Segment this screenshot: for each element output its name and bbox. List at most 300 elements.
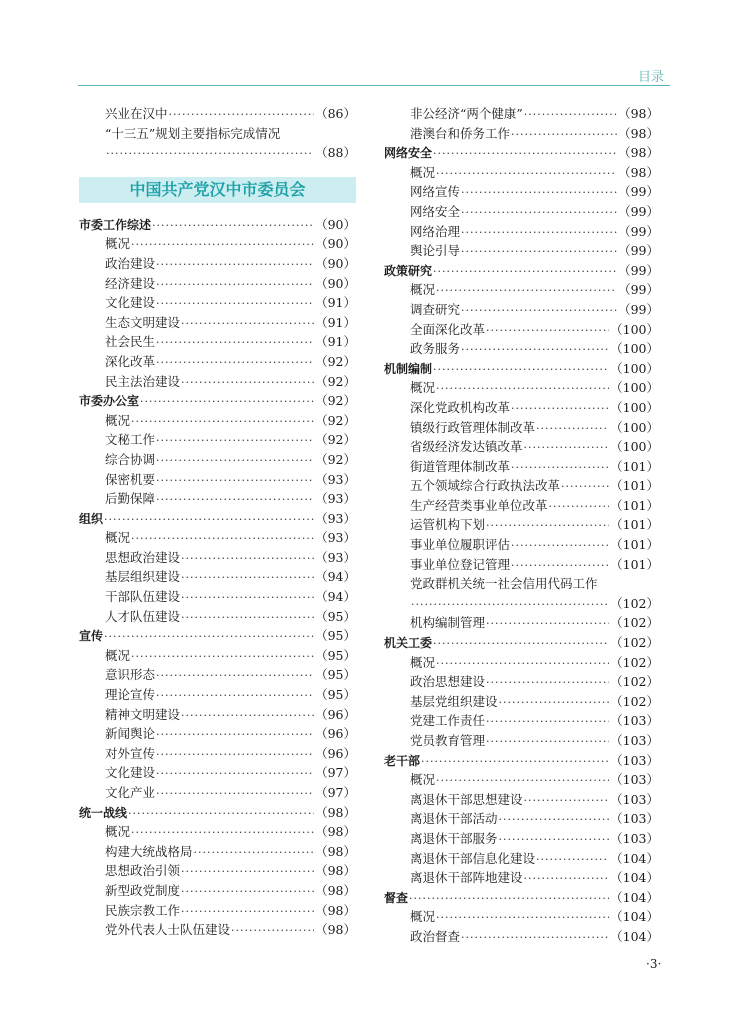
toc-entry[interactable]	[384, 849, 659, 869]
dot-leader	[156, 353, 314, 373]
toc-entry[interactable]	[79, 665, 356, 685]
dot-leader	[156, 725, 314, 745]
toc-page-number: （96）	[315, 726, 356, 742]
dot-leader	[499, 810, 610, 830]
toc-section-heading[interactable]	[384, 261, 659, 281]
dot-leader	[511, 458, 609, 478]
toc-entry[interactable]	[79, 274, 356, 294]
dot-leader	[486, 321, 609, 341]
toc-entry-title: 概况	[410, 282, 436, 298]
toc-page-number: （99）	[618, 203, 659, 219]
dot-leader	[461, 242, 617, 262]
toc-page-number: （86）	[315, 106, 356, 121]
dot-leader	[156, 745, 314, 765]
toc-entry[interactable]	[79, 548, 356, 568]
toc-entry-title: 深化党政机构改革	[410, 399, 511, 415]
toc-entry-title: 综合协调	[105, 451, 156, 467]
toc-page-number: （94）	[315, 589, 356, 605]
toc-entry-title: 概况	[105, 412, 131, 428]
toc-entry[interactable]	[79, 763, 356, 783]
dot-leader	[104, 510, 314, 530]
toc-entry[interactable]	[384, 163, 659, 183]
dot-leader	[231, 921, 314, 941]
toc-page-number: （101）	[610, 497, 659, 513]
toc-entry-title: 概况	[410, 164, 436, 180]
toc-page-number: （91）	[315, 314, 356, 330]
dot-leader	[461, 301, 617, 321]
toc-entry[interactable]	[79, 861, 356, 881]
toc-page-number: （103）	[610, 713, 659, 729]
dot-leader	[433, 144, 617, 164]
toc-entry-title: 兴业在汉中	[105, 106, 168, 121]
toc-page-number: （95）	[315, 628, 356, 644]
page-number: ·3·	[646, 957, 662, 971]
toc-entry-title: 事业单位履职评估	[410, 537, 511, 553]
toc-entry[interactable]	[79, 254, 356, 274]
toc-entry[interactable]	[79, 528, 356, 548]
toc-page-number: （93）	[315, 510, 356, 526]
toc-entry-title: 运管机构下划	[410, 517, 486, 533]
toc-entry[interactable]	[384, 280, 659, 300]
toc-section-heading[interactable]	[79, 215, 356, 235]
toc-entry-title: 精神文明建设	[105, 706, 181, 722]
dot-leader	[461, 340, 609, 360]
toc-entry[interactable]	[79, 124, 356, 144]
dot-leader	[131, 647, 314, 667]
toc-entry-title: 概况	[105, 530, 131, 546]
toc-page-number: （98）	[315, 902, 356, 918]
toc-page-number: （93）	[315, 530, 356, 546]
dot-leader	[156, 431, 314, 451]
dot-leader	[433, 360, 609, 380]
toc-section-heading[interactable]	[79, 626, 356, 646]
toc-page-number: （101）	[610, 537, 659, 553]
dot-leader	[486, 673, 609, 693]
toc-section-heading[interactable]	[384, 143, 659, 163]
dot-leader	[128, 804, 314, 824]
toc-entry[interactable]	[79, 104, 356, 124]
dot-leader	[181, 608, 314, 628]
toc-entry[interactable]	[384, 574, 659, 594]
dot-leader	[436, 908, 609, 928]
toc-entry-title: 概况	[410, 772, 436, 788]
toc-page-number: （95）	[315, 667, 356, 683]
dot-leader	[461, 183, 617, 203]
toc-section-heading[interactable]	[384, 359, 659, 379]
dot-leader	[140, 392, 314, 412]
toc-page-number: （103）	[610, 811, 659, 827]
toc-entry-title: 离退休干部阵地建设	[410, 870, 523, 886]
toc-entry-title: 文化建设	[105, 295, 156, 311]
toc-entry-title: 离退休干部活动	[410, 811, 498, 827]
toc-entry-title: 理论宣传	[105, 687, 156, 703]
toc-entry-title: 五个领域综合行政执法改革	[410, 478, 561, 494]
toc-entry-title: 统一战线	[79, 805, 128, 820]
toc-page-number: （91）	[315, 334, 356, 350]
toc-page-number: （90）	[315, 216, 356, 232]
toc-entry[interactable]	[79, 607, 356, 627]
toc-entry[interactable]	[79, 705, 356, 725]
toc-list-left	[79, 215, 356, 940]
toc-page-number: （93）	[315, 491, 356, 507]
toc-entry-title: 民主法治建设	[105, 373, 181, 389]
toc-page-number: （100）	[610, 321, 659, 337]
toc-entry-title: 概况	[410, 909, 436, 925]
toc-page-number: （102）	[610, 674, 659, 690]
toc-page-number: （98）	[618, 125, 659, 141]
toc-entry[interactable]	[384, 809, 659, 829]
toc-entry[interactable]	[384, 320, 659, 340]
toc-page-number: （92）	[315, 353, 356, 369]
toc-entry[interactable]	[384, 241, 659, 261]
toc-entry[interactable]	[384, 222, 659, 242]
dot-leader	[511, 556, 609, 576]
dot-leader	[156, 686, 314, 706]
dot-leader	[411, 595, 609, 615]
toc-page-number: （100）	[610, 341, 659, 357]
toc-entry-title: 党外代表人士队伍建设	[105, 922, 231, 938]
dot-leader	[524, 105, 617, 125]
toc-entry-title: 镇级行政管理体制改革	[410, 419, 536, 435]
toc-section-heading[interactable]	[384, 751, 659, 771]
toc-entry-title: 后勤保障	[105, 491, 156, 507]
toc-page-number: （95）	[315, 687, 356, 703]
header-divider	[78, 85, 670, 86]
toc-column-right	[384, 104, 659, 947]
dot-leader	[156, 666, 314, 686]
dot-leader	[524, 869, 610, 889]
toc-page-number: （100）	[610, 380, 659, 396]
toc-page-number: （104）	[610, 928, 659, 944]
dot-leader	[536, 850, 609, 870]
dot-leader	[486, 516, 609, 536]
dot-leader	[181, 568, 314, 588]
toc-entry[interactable]	[384, 182, 659, 202]
toc-section-heading[interactable]	[79, 803, 356, 823]
toc-entry-title: 舆论引导	[410, 243, 461, 259]
toc-page-number: （93）	[315, 549, 356, 565]
toc-continued-entries	[79, 104, 356, 163]
toc-entry[interactable]	[79, 567, 356, 587]
dot-leader	[156, 255, 314, 275]
toc-entry[interactable]	[79, 313, 356, 333]
toc-entry-title: 文化产业	[105, 785, 156, 800]
toc-page-number: （88）	[315, 145, 356, 161]
toc-entry-title: “十三五”规划主要指标完成情况	[105, 125, 281, 141]
toc-entry[interactable]	[79, 352, 356, 372]
toc-entry-title: 离退休干部信息化建设	[410, 850, 536, 866]
toc-entry[interactable]	[384, 594, 659, 614]
toc-entry[interactable]	[79, 724, 356, 744]
toc-page-number: （99）	[618, 301, 659, 317]
toc-page-number: （96）	[315, 745, 356, 761]
toc-page-number: （104）	[610, 850, 659, 866]
toc-entry[interactable]	[79, 143, 356, 163]
toc-entry[interactable]	[384, 692, 659, 712]
dot-leader	[511, 125, 617, 145]
toc-entry[interactable]	[79, 470, 356, 490]
toc-page-number: （94）	[315, 569, 356, 585]
toc-page-number: （100）	[610, 419, 659, 435]
dot-leader	[156, 490, 314, 510]
dot-leader	[181, 882, 314, 902]
toc-entry[interactable]	[384, 437, 659, 457]
toc-entry[interactable]	[384, 496, 659, 516]
dot-leader	[536, 419, 609, 439]
toc-entry[interactable]	[79, 332, 356, 352]
toc-entry-title: 社会民生	[105, 334, 156, 350]
toc-page-number: （92）	[315, 451, 356, 467]
dot-leader	[181, 549, 314, 569]
toc-entry-title: 离退休干部思想建设	[410, 791, 523, 807]
toc-entry-title: 政治建设	[105, 255, 156, 271]
toc-entry[interactable]	[79, 293, 356, 313]
toc-entry-title: 宣传	[79, 629, 104, 644]
toc-page-number: （102）	[610, 635, 659, 651]
toc-entry-title: 文化建设	[105, 765, 156, 781]
toc-page-number: （98）	[315, 863, 356, 879]
toc-page-number: （103）	[610, 791, 659, 807]
toc-entry[interactable]	[384, 829, 659, 849]
toc-entry[interactable]	[384, 535, 659, 555]
toc-page-number: （101）	[610, 478, 659, 494]
toc-entry-title: 组织	[79, 511, 104, 526]
toc-page-number: （98）	[315, 824, 356, 840]
dot-leader	[131, 412, 314, 432]
dot-leader	[131, 235, 314, 255]
dot-leader	[156, 275, 314, 295]
toc-entry[interactable]	[384, 770, 659, 790]
toc-entry-title: 构建大统战格局	[105, 843, 193, 859]
dot-leader	[486, 732, 609, 752]
toc-entry-title: 概况	[105, 647, 131, 663]
dot-leader	[461, 928, 609, 948]
dot-leader	[156, 764, 314, 784]
dot-leader	[549, 497, 610, 517]
toc-entry-title: 督查	[384, 890, 409, 905]
toc-page-number: （103）	[610, 830, 659, 846]
toc-page-number: （102）	[610, 615, 659, 631]
toc-entry-title: 网络治理	[410, 223, 461, 239]
toc-entry[interactable]	[384, 790, 659, 810]
dot-leader	[421, 752, 609, 772]
toc-entry[interactable]	[384, 104, 659, 124]
toc-page-number: （90）	[315, 236, 356, 252]
toc-entry[interactable]	[384, 418, 659, 438]
toc-entry-title: 保密机要	[105, 471, 156, 487]
toc-entry-title: 全面深化改革	[410, 321, 486, 337]
toc-page-number: （98）	[618, 106, 659, 121]
toc-page-number: （98）	[315, 804, 356, 820]
toc-entry[interactable]	[79, 822, 356, 842]
toc-entry[interactable]	[79, 450, 356, 470]
dot-leader	[511, 536, 609, 556]
dot-leader	[156, 451, 314, 471]
dot-leader	[511, 399, 609, 419]
toc-entry-title: 概况	[105, 824, 131, 840]
toc-entry[interactable]	[79, 234, 356, 254]
dot-leader	[156, 333, 314, 353]
toc-entry[interactable]	[384, 457, 659, 477]
toc-entry-title: 党员教育管理	[410, 733, 486, 748]
toc-page-number: （90）	[315, 275, 356, 291]
toc-entry[interactable]	[79, 587, 356, 607]
toc-entry[interactable]	[384, 907, 659, 927]
toc-entry[interactable]	[79, 685, 356, 705]
toc-entry-title: 机关工委	[384, 636, 433, 651]
toc-page-number: （96）	[315, 706, 356, 722]
toc-entry-title: 意识形态	[105, 667, 156, 683]
toc-page-number: （104）	[610, 889, 659, 905]
toc-entry[interactable]	[384, 731, 659, 751]
toc-entry-title: 机构编制管理	[410, 615, 486, 631]
toc-entry-title: 文秘工作	[105, 432, 156, 448]
dot-leader	[436, 654, 609, 674]
toc-page-number: （97）	[315, 785, 356, 800]
toc-entry-title: 港澳台和侨务工作	[410, 125, 511, 141]
dot-leader	[131, 529, 314, 549]
toc-page-number: （102）	[610, 654, 659, 670]
toc-entry-title: 民族宗教工作	[105, 902, 181, 918]
dot-leader	[169, 105, 315, 125]
toc-page-number: （103）	[610, 772, 659, 788]
toc-page-number: （90）	[315, 255, 356, 271]
toc-page-number: （99）	[618, 243, 659, 259]
dot-leader	[461, 203, 617, 223]
dot-leader	[181, 588, 314, 608]
toc-entry[interactable]	[79, 489, 356, 509]
toc-entry-title: 生态文明建设	[105, 314, 181, 330]
toc-page-number: （100）	[610, 439, 659, 455]
toc-entry[interactable]	[384, 378, 659, 398]
toc-entry-title: 机制编制	[384, 361, 433, 376]
toc-entry-title: 思想政治建设	[105, 549, 181, 565]
dot-leader	[524, 438, 610, 458]
toc-entry-title: 离退休干部服务	[410, 830, 498, 846]
toc-page-number: （102）	[610, 693, 659, 709]
dot-leader	[156, 784, 314, 804]
toc-entry-title: 事业单位登记管理	[410, 556, 511, 572]
toc-page-number: （98）	[315, 843, 356, 859]
toc-entry-title: 网络宣传	[410, 184, 461, 200]
dot-leader	[181, 314, 314, 334]
toc-entry[interactable]	[384, 555, 659, 575]
toc-entry[interactable]	[384, 927, 659, 947]
toc-page-number: （92）	[315, 393, 356, 409]
dot-leader	[156, 294, 314, 314]
toc-page-number: （100）	[610, 360, 659, 376]
dot-leader	[152, 216, 314, 236]
dot-leader	[436, 379, 609, 399]
dot-leader	[436, 164, 617, 184]
toc-entry-title: 政治督查	[410, 928, 461, 944]
toc-page-number: （101）	[610, 517, 659, 533]
toc-entry[interactable]	[384, 613, 659, 633]
toc-entry-title: 人才队伍建设	[105, 608, 181, 624]
dot-leader	[461, 223, 617, 243]
dot-leader	[106, 144, 314, 164]
toc-page-number: （103）	[610, 752, 659, 768]
toc-entry[interactable]	[384, 653, 659, 673]
toc-section-heading[interactable]	[384, 888, 659, 908]
toc-page-number: （101）	[610, 458, 659, 474]
toc-page-number: （98）	[618, 164, 659, 180]
toc-entry[interactable]	[79, 646, 356, 666]
toc-entry[interactable]	[384, 672, 659, 692]
toc-entry-title: 省级经济发达镇改革	[410, 439, 523, 455]
toc-entry-title: 政务服务	[410, 341, 461, 357]
toc-entry[interactable]	[384, 868, 659, 888]
toc-entry[interactable]	[79, 372, 356, 392]
dot-leader	[524, 791, 610, 811]
toc-entry[interactable]	[79, 842, 356, 862]
toc-page-number: （95）	[315, 608, 356, 624]
dot-leader	[486, 614, 609, 634]
toc-entry-title: 党政群机关统一社会信用代码工作	[410, 576, 598, 592]
toc-entry-title: 对外宣传	[105, 745, 156, 761]
toc-page-number: （102）	[610, 595, 659, 611]
toc-entry-title: 老干部	[384, 753, 421, 768]
dot-leader	[436, 771, 609, 791]
toc-page-number: （99）	[618, 282, 659, 298]
toc-entry-title: 基层组织建设	[105, 569, 181, 585]
toc-entry-title: 经济建设	[105, 275, 156, 291]
toc-entry[interactable]	[384, 339, 659, 359]
toc-entry-title: 党建工作责任	[410, 713, 486, 729]
toc-page-number: （93）	[315, 471, 356, 487]
toc-entry-title: 概况	[410, 654, 436, 670]
toc-page-number: （99）	[618, 262, 659, 278]
toc-entry[interactable]	[79, 881, 356, 901]
toc-entry-title: 概况	[105, 236, 131, 252]
toc-entry[interactable]	[79, 430, 356, 450]
toc-entry[interactable]	[79, 744, 356, 764]
toc-page-number: （100）	[610, 399, 659, 415]
dot-leader	[181, 862, 314, 882]
toc-entry-title: 政治思想建设	[410, 674, 486, 690]
toc-section-heading[interactable]	[79, 391, 356, 411]
toc-page-number: （99）	[618, 184, 659, 200]
toc-page-number: （97）	[315, 765, 356, 781]
toc-page-number: （95）	[315, 647, 356, 663]
toc-page-number: （98）	[315, 922, 356, 938]
toc-entry[interactable]	[384, 398, 659, 418]
toc-entry[interactable]	[384, 124, 659, 144]
toc-entry[interactable]	[79, 783, 356, 803]
toc-entry[interactable]	[79, 901, 356, 921]
toc-entry[interactable]	[79, 920, 356, 940]
toc-entry-title: 非公经济“两个健康”	[410, 106, 523, 121]
toc-entry[interactable]	[384, 515, 659, 535]
toc-entry-title: 新型政党制度	[105, 882, 181, 898]
toc-entry[interactable]	[384, 300, 659, 320]
toc-section-heading[interactable]	[79, 509, 356, 529]
toc-entry[interactable]	[384, 476, 659, 496]
dot-leader	[181, 902, 314, 922]
toc-entry-title: 概况	[410, 380, 436, 396]
toc-entry[interactable]	[384, 711, 659, 731]
toc-entry[interactable]	[384, 202, 659, 222]
toc-entry-title: 生产经营类事业单位改革	[410, 497, 548, 513]
toc-entry-title: 新闻舆论	[105, 726, 156, 742]
toc-page-number: （98）	[315, 882, 356, 898]
toc-section-heading[interactable]	[384, 633, 659, 653]
toc-page-number: （104）	[610, 870, 659, 886]
toc-page-number: （99）	[618, 223, 659, 239]
toc-entry-title: 思想政治引领	[105, 863, 181, 879]
toc-page-number: （92）	[315, 412, 356, 428]
toc-entry[interactable]	[79, 411, 356, 431]
